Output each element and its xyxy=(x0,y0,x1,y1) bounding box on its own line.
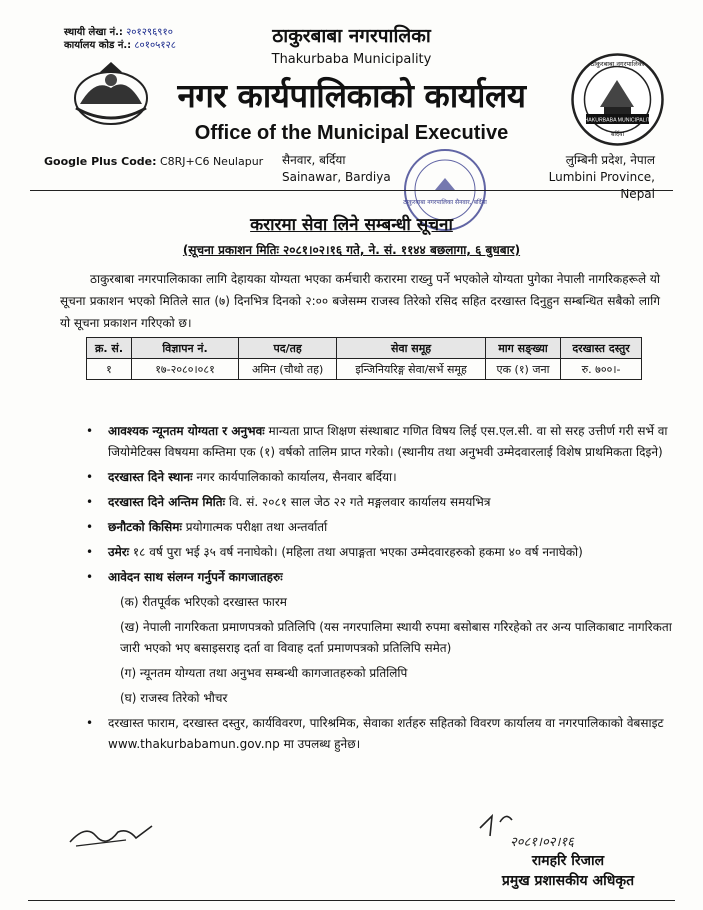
province-block xyxy=(515,152,655,203)
logo-ring-text: ठाकुरबाबा नगरपालिका xyxy=(590,60,645,68)
cell-fee: रु. ७००।- xyxy=(561,359,642,380)
item-text: मान्यता प्राप्त शिक्षण संस्थाबाट गणित विषय लिई एस.एल.सी. वा सो सरह उत्तीर्ण गरी सर्भे वा जियोमेटिक्स विषयमा कम्तिमा एक (१) वर्षको तालिम प्राप्त गरेको। (स्थानीय तथा अनुभवी उम्मेदवारलाई विशेष प्राथमिकता दिइने) xyxy=(108,424,668,459)
item-text: वि. सं. २०८१ साल जेठ २२ गते मङ्गलवार कार्यालय समयभित्र xyxy=(225,495,491,509)
cell-sn: १ xyxy=(87,359,132,380)
address-en: Sainawar, Bardiya xyxy=(282,170,391,184)
col-service: सेवा समूह xyxy=(337,338,486,359)
google-plus-code xyxy=(44,155,263,168)
account-no-value: २०१२९६९१० xyxy=(126,27,173,38)
address-block xyxy=(282,152,391,186)
list-item: • दरखास्त फाराम, दरखास्त दस्तुर, कार्यविवरण, पारिश्रमिक, सेवाका शर्तहरु सहितको विवरण कार्यालय वा नगरपालिकाको वेबसाइट www.thakurbabamun.gov.np मा उपलब्ध हुनेछ। xyxy=(86,716,664,751)
col-sn: क्र. सं. xyxy=(87,338,132,359)
doc-item: (ख) नेपाली नागरिकता प्रमाणपत्रको प्रतिलिपि (यस नगरपालिमा स्थायी रुपमा बसोबास गरिरहेको तर अन्य पालिकाबाट नागरिकता जारी भएको भए बसाइसराइ दर्ता वा विवाह दर्ता प्रमाणपत्रको प्रतिलिपि समेत) xyxy=(120,620,672,655)
table-header-row xyxy=(87,338,642,359)
item-text: १८ वर्ष पुरा भई ३५ वर्ष ननाघेको। (महिला तथा अपाङ्गता भएका उम्मेदवारहरुको हकमा ४० वर्ष ननाघेको) xyxy=(129,545,583,559)
office-title-en: Office of the Municipal Executive xyxy=(194,122,509,144)
province-np: लुम्बिनी प्रदेश, नेपाल xyxy=(565,153,655,167)
doc-item: (घ) राजस्व तिरेको भौचर xyxy=(120,691,228,705)
item-label: छनौटको किसिमः xyxy=(108,520,182,534)
notice-title: करारमा सेवा लिने सम्बन्धी सूचना xyxy=(250,215,453,235)
handwritten-signature-icon xyxy=(470,808,610,853)
cell-ad-no: १७-२०८०।०८१ xyxy=(132,359,239,380)
account-no-label: स्थायी लेखा नं.: xyxy=(64,27,123,38)
item-label: आवश्यक न्यूनतम योग्यता र अनुभवः xyxy=(108,424,265,438)
list-item: • दरखास्त दिने अन्तिम मितिः वि. सं. २०८१ साल जेठ २२ गते मङ्गलवार कार्यालय समयभित्र xyxy=(86,495,491,509)
stamp-text: ठाकुरबाबा नगरपालिका सैनवार, बर्दिया xyxy=(403,199,487,206)
col-ad-no: विज्ञापन नं. xyxy=(132,338,239,359)
initial-signature-icon xyxy=(66,818,156,852)
logo-band-text: THAKURBABA MUNICIPALITY xyxy=(581,117,654,124)
item-text: दरखास्त फाराम, दरखास्त दस्तुर, कार्यविवरण, पारिश्रमिक, सेवाका शर्तहरु सहितको विवरण कार्यालय वा नगरपालिकाको वेबसाइट www.thakurbabamun.gov.np मा उपलब्ध हुनेछ। xyxy=(108,716,664,751)
municipality-name-np: ठाकुरबाबा नगरपालिका xyxy=(272,25,431,47)
item-label: दरखास्त दिने स्थानः xyxy=(108,470,193,484)
col-post: पद/तह xyxy=(239,338,337,359)
item-label: उमेरः xyxy=(108,545,130,559)
google-code-label: Google Plus Code: xyxy=(44,155,157,168)
doc-item: (ग) न्यूनतम योग्यता तथा अनुभव सम्बन्धी कागजातहरुको प्रतिलिपि xyxy=(120,666,408,680)
office-code-value: ८०१०५१२८ xyxy=(134,40,176,51)
province-en: Lumbini Province, Nepal xyxy=(548,170,655,201)
list-item: • उमेरः १८ वर्ष पुरा भई ३५ वर्ष ननाघेको। (महिला तथा अपाङ्गता भएका उम्मेदवारहरुको हकमा ४० वर्ष ननाघेको) xyxy=(86,545,583,559)
notice-subtitle: (सूचना प्रकाशन मितिः २०८१।०२।१६ गते, ने. सं. ११४४ बछलागा, ६ बुधबार) xyxy=(182,243,521,257)
google-code-value: C8RJ+C6 Neulapur xyxy=(159,155,264,168)
col-demand: माग सङ्ख्या xyxy=(485,338,560,359)
signatory-name: रामहरि रिजाल xyxy=(531,853,605,869)
logo-place-text: बर्दिया xyxy=(610,131,625,138)
vacancy-table xyxy=(86,337,642,380)
table-row xyxy=(87,359,642,380)
list-item: • दरखास्त दिने स्थानः नगर कार्यपालिकाको कार्यालय, सैनवार बर्दिया। xyxy=(86,470,397,484)
office-title-np: नगर कार्यपालिकाको कार्यालय xyxy=(177,76,526,115)
cell-service: इन्जिनियरिङ्ग सेवा/सर्भे समूह xyxy=(337,359,486,380)
footer-divider xyxy=(28,900,675,901)
signatory xyxy=(488,851,648,891)
address-np: सैनवार, बर्दिया xyxy=(282,153,346,167)
item-label: आवेदन साथ संलग्न गर्नुपर्ने कागजातहरुः xyxy=(108,570,283,584)
cell-post: अमिन (चौथो तह) xyxy=(239,359,337,380)
municipality-logo-icon xyxy=(570,52,665,147)
municipality-name-en: Thakurbaba Municipality xyxy=(271,52,432,67)
signature-date: २०८१।०२।१६ xyxy=(510,835,574,850)
notice-intro: ठाकुरबाबा नगरपालिकाका लागि देहायका योग्यता भएका कर्मचारी करारमा राख्नु पर्ने भएकोले योग्यता पुगेका नेपाली नागरिकहरूले यो सूचना प्रकाशन भएको मितिले सात (७) दिनभित्र दिनको २:०० बजेसम्म राजस्व तिरेको रसिद सहित दरखास्त दिनुहुन सम्बन्धित सबैको लागि यो सूचना प्रकाशन गरिएको छ। xyxy=(60,272,660,330)
cell-demand: एक (१) जना xyxy=(485,359,560,380)
list-item: • छनौटको किसिमः प्रयोगात्मक परीक्षा तथा अन्तर्वार्ता xyxy=(86,520,328,534)
signatory-designation: प्रमुख प्रशासकीय अधिकृत xyxy=(501,873,635,889)
item-text: नगर कार्यपालिकाको कार्यालय, सैनवार बर्दिया। xyxy=(192,470,397,484)
list-item: • आवश्यक न्यूनतम योग्यता र अनुभवः मान्यता प्राप्त शिक्षण संस्थाबाट गणित विषय लिई एस.एल.सी. वा सो सरह उत्तीर्ण गरी सर्भे वा जियोमेटिक्स विषयमा कम्तिमा एक (१) वर्षको तालिम प्राप्त गरेको। (स्थानीय तथा अनुभवी उम्मेदवारलाई विशेष प्राथमिकता दिइने) xyxy=(86,424,668,459)
item-label: दरखास्त दिने अन्तिम मितिः xyxy=(108,495,226,509)
office-code-label: कार्यालय कोड नं.: xyxy=(64,40,132,51)
col-fee: दरखास्त दस्तुर xyxy=(561,338,642,359)
list-item: • आवेदन साथ संलग्न गर्नुपर्ने कागजातहरुः xyxy=(86,570,283,584)
item-text: प्रयोगात्मक परीक्षा तथा अन्तर्वार्ता xyxy=(181,520,328,534)
header-divider xyxy=(30,190,673,191)
doc-item: (क) रीतपूर्वक भरिएको दरखास्त फारम xyxy=(120,595,287,609)
requirements-list xyxy=(86,421,676,759)
